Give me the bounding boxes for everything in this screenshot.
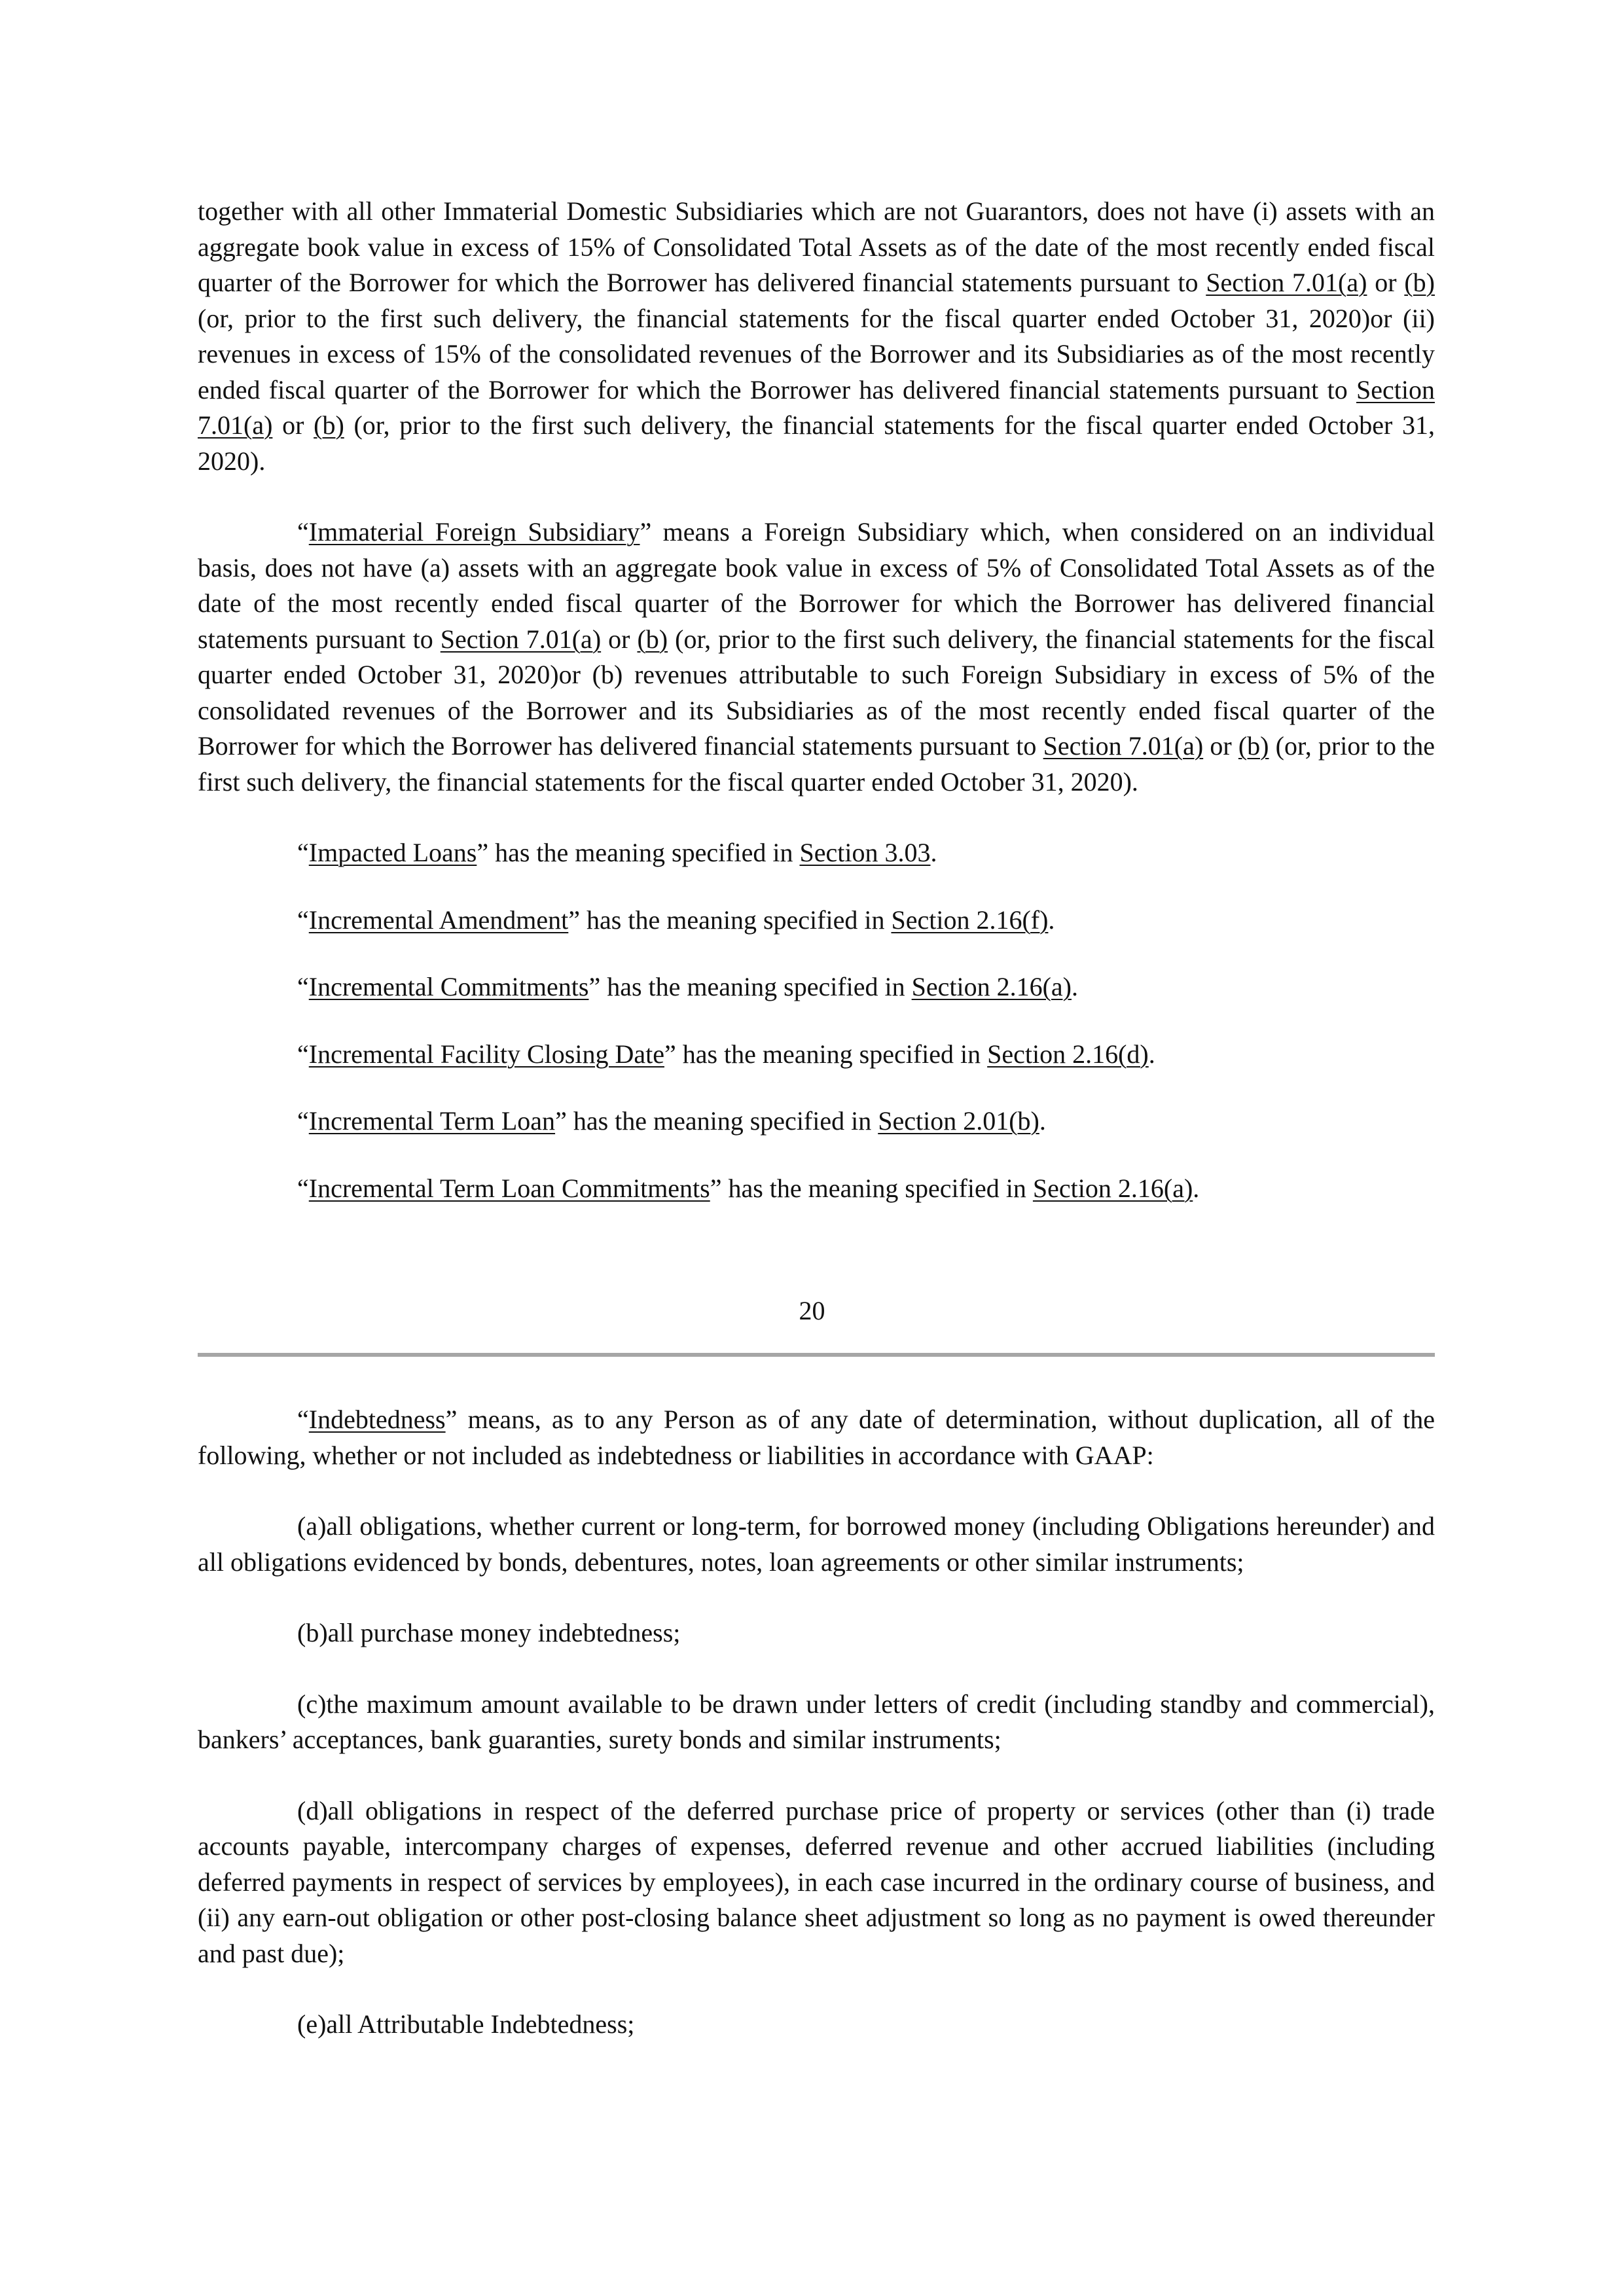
section-reference: Section 2.16(f) [891, 905, 1049, 935]
defined-term: Incremental Term Loan [308, 1106, 556, 1136]
paragraph-text: (or, prior to the first such delivery, the financial statements for the fiscal quarter ended October 31, 2020)or (ii) revenues in excess of 15% of the consolidated revenues of the Borrower and its Subsidiaries as of the most recently ended fiscal quarter of the Borrower for which the Borrower has delivered financial statements pursuant to [198, 303, 1435, 404]
page-break-divider [198, 1353, 1435, 1357]
paragraph-text: (or, prior to the first such delivery, the financial statements for the fiscal quarter ended October 31, 2020). [198, 731, 1435, 797]
definition-immaterial-foreign-subsidiary [198, 514, 1435, 800]
section-reference: Section 7.01(a) [1043, 731, 1204, 761]
page-21-body [198, 1402, 1435, 2043]
period: . [1148, 1039, 1155, 1069]
definition-text: ” has the meaning specified in [710, 1173, 1033, 1203]
definition-text: ” has the meaning specified in [568, 905, 892, 935]
indebtedness-clause-a: (a)all obligations, whether current or long-term, for borrowed money (including Obligations hereunder) and all obligations evidenced by bonds, debentures, notes, loan agreements or other similar instruments; [198, 1511, 1435, 1577]
paragraph-text: ” means a Foreign Subsidiary which, when considered on an individual basis, does not have (a) assets with an aggregate book value in excess of 5% of Consolidated Total Assets as of the date of the most recently ended fiscal quarter of the Borrower for which the Borrower has delivered financial statements pursuant to [198, 517, 1435, 654]
section-reference: Section 2.16(a) [1032, 1173, 1193, 1203]
defined-term: Incremental Term Loan Commitments [308, 1173, 710, 1203]
paragraph-text: (or, prior to the first such delivery, the financial statements for the fiscal quarter ended October 31, 2020). [198, 410, 1435, 476]
definition-text: ” has the meaning specified in [555, 1106, 878, 1136]
section-reference: Section 7.01(a) [440, 624, 602, 654]
section-reference: Section 3.03 [799, 838, 931, 867]
definition-text: ” means, as to any Person as of any date of determination, without duplication, all of the following, whether or not included as indebtedness or liabilities in accordance with GAAP: [198, 1405, 1435, 1470]
paragraph-text: or [272, 410, 314, 440]
indebtedness-clause-e: (e)all Attributable Indebtedness; [297, 2009, 635, 2039]
defined-term: Incremental Commitments [308, 972, 589, 1001]
page-number: 20 [799, 1296, 825, 1325]
open-quote: “ [297, 517, 309, 547]
defined-term: Indebtedness [308, 1405, 446, 1434]
defined-term: Incremental Facility Closing Date [308, 1039, 664, 1069]
definition-incremental-term-loan-commitments [198, 1171, 1435, 1207]
immaterial-domestic-subsidiary-continuation [198, 194, 1435, 479]
section-reference: Section 7.01(a) [1206, 268, 1367, 297]
definition-incremental-facility-closing-date [198, 1037, 1435, 1073]
definition-text: ” has the meaning specified in [588, 972, 912, 1001]
open-quote: “ [297, 1039, 309, 1069]
defined-term: Immaterial Foreign Subsidiary [308, 517, 640, 547]
period: . [930, 838, 937, 867]
section-reference: Section 7.01(a) [198, 374, 1435, 440]
defined-term: Incremental Amendment [308, 905, 569, 935]
definition-text: ” has the meaning specified in [477, 838, 800, 867]
defined-term: Impacted Loans [308, 838, 477, 867]
definition-incremental-term-loan [198, 1103, 1435, 1139]
definition-incremental-commitments [198, 969, 1435, 1005]
open-quote: “ [297, 1173, 309, 1203]
section-reference: (b) [637, 624, 668, 654]
definition-impacted-loans [198, 835, 1435, 871]
indebtedness-clause-d: (d)all obligations in respect of the deferred purchase price of property or services (other than (i) trade accounts payable, intercompany charges of expenses, deferred revenue and other accrued liabilities (including deferred payments in respect of services by employees), in each case incurred in the ordinary course of business, and (ii) any earn-out obligation or other post-closing balance sheet adjustment so long as no payment is owed thereunder and past due); [198, 1795, 1435, 1968]
period: . [1072, 972, 1078, 1001]
paragraph-text: (or, prior to the first such delivery, the financial statements for the fiscal quarter ended October 31, 2020)or (b) revenues attributable to such Foreign Subsidiary in excess of 5% of the consolidated revenues of the Borrower and its Subsidiaries as of the most recently ended fiscal quarter of the Borrower for which the Borrower has delivered financial statements pursuant to [198, 624, 1435, 761]
section-reference: (b) [314, 410, 344, 440]
section-reference: (b) [1238, 731, 1269, 761]
indebtedness-clause-c: (c)the maximum amount available to be drawn under letters of credit (including standby and commercial), bankers’ acceptances, bank guaranties, surety bonds and similar instruments; [198, 1689, 1435, 1754]
section-reference: Section 2.16(d) [987, 1039, 1149, 1069]
paragraph-text: or [1367, 268, 1405, 297]
indebtedness-clause-b: (b)all purchase money indebtedness; [297, 1618, 681, 1647]
period: . [1193, 1173, 1200, 1203]
paragraph-text: or [601, 624, 638, 654]
definition-indebtedness [198, 1402, 1435, 1473]
page-20-body [198, 194, 1435, 1206]
definition-incremental-amendment [198, 903, 1435, 939]
section-reference: (b) [1404, 268, 1435, 297]
paragraph-text: or [1203, 731, 1238, 761]
open-quote: “ [297, 838, 309, 867]
open-quote: “ [297, 1106, 309, 1136]
open-quote: “ [297, 1405, 309, 1434]
period: . [1048, 905, 1055, 935]
open-quote: “ [297, 972, 309, 1001]
definition-text: ” has the meaning specified in [664, 1039, 988, 1069]
paragraph-text: together with all other Immaterial Domestic Subsidiaries which are not Guarantors, does not have (i) assets with an aggregate book value in excess of 15% of Consolidated Total Assets as of the date of the most recently ended fiscal quarter of the Borrower for which the Borrower has delivered financial statements pursuant to [198, 196, 1435, 297]
period: . [1039, 1106, 1046, 1136]
open-quote: “ [297, 905, 309, 935]
section-reference: Section 2.01(b) [878, 1106, 1039, 1136]
section-reference: Section 2.16(a) [911, 972, 1072, 1001]
